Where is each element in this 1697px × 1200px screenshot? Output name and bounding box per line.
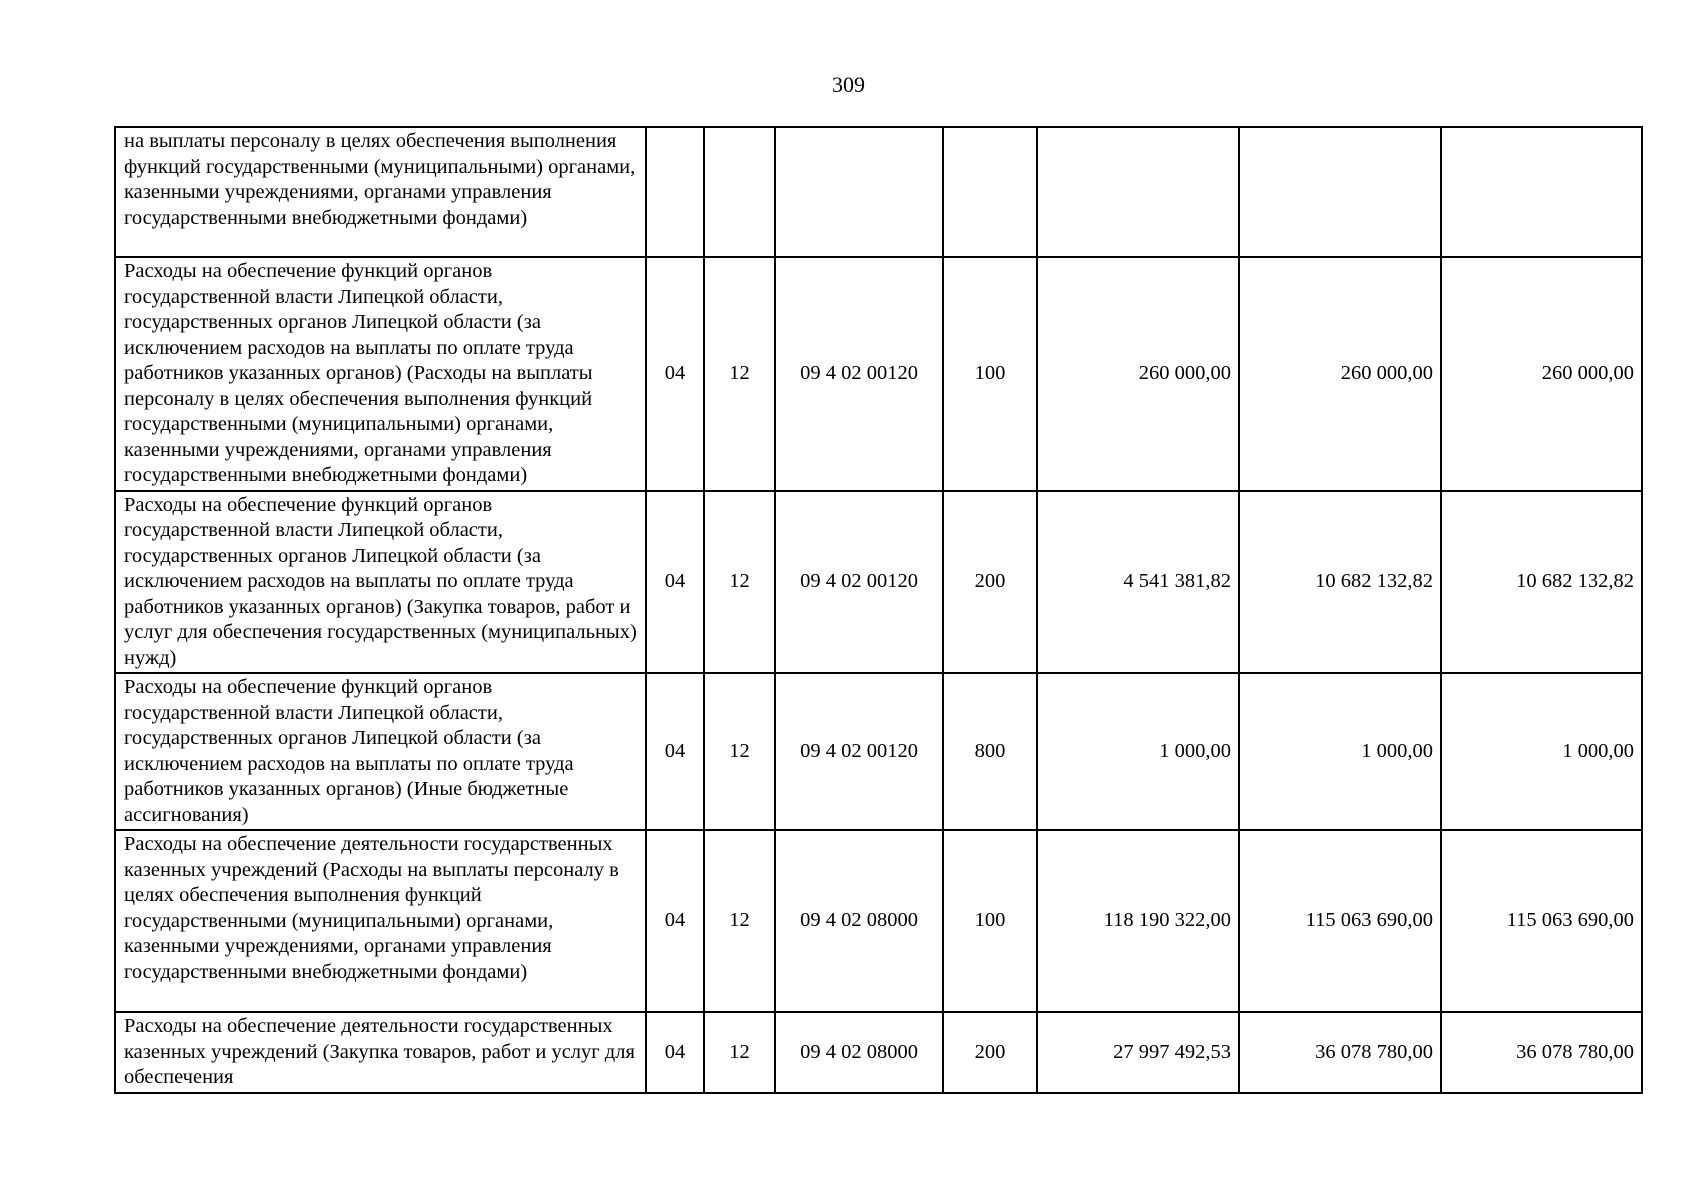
amount-year-3 xyxy=(1441,127,1642,257)
subsection-code: 12 xyxy=(704,491,775,674)
row-description: Расходы на обеспечение функций органов государственной власти Липецкой области, государственных органов Липецкой области (за исключением расходов на выплаты по оплате труда работников указанных органов) (Расходы на выплаты персоналу в целях обеспечения выполнения функций государственными (муниципальными) органами, казенными учреждениями, органами управления государственными внебюджетными фондами) xyxy=(115,257,646,491)
target-article-code: 09 4 02 00120 xyxy=(775,491,943,674)
section-code: 04 xyxy=(646,673,704,830)
subsection-code: 12 xyxy=(704,1012,775,1093)
row-description: Расходы на обеспечение функций органов государственной власти Липецкой области, государственных органов Липецкой области (за исключением расходов на выплаты по оплате труда работников указанных органов) (Закупка товаров, работ и услуг для обеспечения государственных (муниципальных) нужд) xyxy=(115,491,646,674)
amount-year-2: 36 078 780,00 xyxy=(1239,1012,1441,1093)
table-row xyxy=(115,257,1642,491)
row-description: на выплаты персоналу в целях обеспечения выполнения функций государственными (муниципальными) органами, казенными учреждениями, органами управления государственными внебюджетными фондами) xyxy=(115,127,646,257)
row-description: Расходы на обеспечение функций органов государственной власти Липецкой области, государственных органов Липецкой области (за исключением расходов на выплаты по оплате труда работников указанных органов) (Иные бюджетные ассигнования) xyxy=(115,673,646,830)
expense-type-code: 200 xyxy=(943,1012,1037,1093)
amount-year-1: 27 997 492,53 xyxy=(1037,1012,1239,1093)
amount-year-2: 1 000,00 xyxy=(1239,673,1441,830)
target-article-code xyxy=(775,127,943,257)
amount-year-2: 115 063 690,00 xyxy=(1239,830,1441,1012)
amount-year-1: 260 000,00 xyxy=(1037,257,1239,491)
page-number: 309 xyxy=(832,72,865,97)
section-code: 04 xyxy=(646,257,704,491)
row-description: Расходы на обеспечение деятельности государственных казенных учреждений (Закупка товаров, работ и услуг для обеспечения xyxy=(115,1012,646,1093)
amount-year-3: 36 078 780,00 xyxy=(1441,1012,1642,1093)
target-article-code: 09 4 02 00120 xyxy=(775,673,943,830)
subsection-code: 12 xyxy=(704,830,775,1012)
expense-type-code: 200 xyxy=(943,491,1037,674)
section-code: 04 xyxy=(646,491,704,674)
row-description: Расходы на обеспечение деятельности государственных казенных учреждений (Расходы на выплаты персоналу в целях обеспечения выполнения функций государственными (муниципальными) органами, казенными учреждениями, органами управления государственными внебюджетными фондами) xyxy=(115,830,646,1012)
target-article-code: 09 4 02 08000 xyxy=(775,830,943,1012)
amount-year-3: 115 063 690,00 xyxy=(1441,830,1642,1012)
budget-table xyxy=(114,126,1643,1094)
amount-year-2 xyxy=(1239,127,1441,257)
target-article-code: 09 4 02 00120 xyxy=(775,257,943,491)
amount-year-3: 260 000,00 xyxy=(1441,257,1642,491)
expense-type-code: 100 xyxy=(943,257,1037,491)
amount-year-2: 260 000,00 xyxy=(1239,257,1441,491)
expense-type-code: 800 xyxy=(943,673,1037,830)
amount-year-3: 10 682 132,82 xyxy=(1441,491,1642,674)
table-row xyxy=(115,491,1642,674)
table-row xyxy=(115,830,1642,1012)
amount-year-3: 1 000,00 xyxy=(1441,673,1642,830)
section-code: 04 xyxy=(646,830,704,1012)
amount-year-1: 4 541 381,82 xyxy=(1037,491,1239,674)
table-row xyxy=(115,1012,1642,1093)
subsection-code: 12 xyxy=(704,257,775,491)
amount-year-1: 118 190 322,00 xyxy=(1037,830,1239,1012)
section-code: 04 xyxy=(646,1012,704,1093)
subsection-code xyxy=(704,127,775,257)
amount-year-1 xyxy=(1037,127,1239,257)
table-row xyxy=(115,673,1642,830)
amount-year-2: 10 682 132,82 xyxy=(1239,491,1441,674)
expense-type-code xyxy=(943,127,1037,257)
table-row xyxy=(115,127,1642,257)
amount-year-1: 1 000,00 xyxy=(1037,673,1239,830)
expense-type-code: 100 xyxy=(943,830,1037,1012)
section-code xyxy=(646,127,704,257)
target-article-code: 09 4 02 08000 xyxy=(775,1012,943,1093)
subsection-code: 12 xyxy=(704,673,775,830)
